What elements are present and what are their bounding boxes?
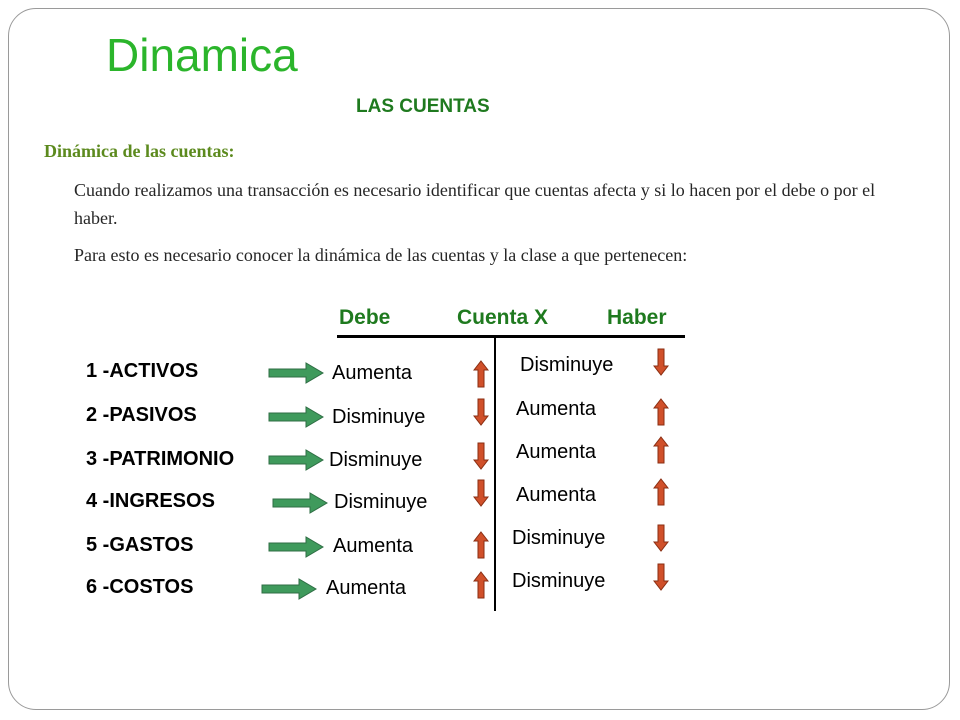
right-arrow-icon xyxy=(261,578,317,600)
column-header-haber: Haber xyxy=(607,306,667,329)
down-arrow-icon xyxy=(653,524,669,552)
debe-effect: Disminuye xyxy=(332,406,426,428)
debe-effect: Disminuye xyxy=(329,449,423,471)
haber-effect: Aumenta xyxy=(516,484,597,506)
debe-effect: Aumenta xyxy=(326,577,407,599)
up-arrow-icon xyxy=(653,478,669,506)
down-arrow-icon xyxy=(653,563,669,591)
down-arrow-icon xyxy=(473,398,489,426)
account-label: 3 -PATRIMONIO xyxy=(86,448,235,470)
up-arrow-icon xyxy=(473,360,489,388)
haber-effect: Disminuye xyxy=(520,354,614,376)
t-account-vertical-line xyxy=(494,336,496,611)
haber-effect: Disminuye xyxy=(512,570,606,592)
column-header-debe: Debe xyxy=(339,306,391,329)
slide-subtitle: LAS CUENTAS xyxy=(356,96,490,117)
right-arrow-icon xyxy=(268,362,324,384)
haber-effect: Aumenta xyxy=(516,398,597,420)
account-label: 5 -GASTOS xyxy=(86,534,194,556)
right-arrow-icon xyxy=(268,449,324,471)
haber-effect: Disminuye xyxy=(512,527,606,549)
down-arrow-icon xyxy=(473,442,489,470)
down-arrow-icon xyxy=(473,479,489,507)
debe-effect: Disminuye xyxy=(334,491,428,513)
slide-title: Dinamica xyxy=(106,29,298,81)
section-heading: Dinámica de las cuentas: xyxy=(44,141,235,161)
column-header-cuenta: Cuenta X xyxy=(457,306,549,329)
right-arrow-icon xyxy=(268,406,324,428)
paragraph-1: Cuando realizamos una transacción es necesario identificar que cuentas afecta y si lo hacen por el debe o por el haber. xyxy=(74,180,876,228)
up-arrow-icon xyxy=(473,571,489,599)
up-arrow-icon xyxy=(473,531,489,559)
right-arrow-icon xyxy=(272,492,328,514)
paragraph-2: Para esto es necesario conocer la dinámica de las cuentas y la clase a que pertenecen: xyxy=(74,245,688,265)
t-account-top-line xyxy=(337,335,685,338)
account-label: 4 -INGRESOS xyxy=(86,490,215,512)
up-arrow-icon xyxy=(653,398,669,426)
debe-effect: Aumenta xyxy=(333,535,414,557)
up-arrow-icon xyxy=(653,436,669,464)
right-arrow-icon xyxy=(268,536,324,558)
down-arrow-icon xyxy=(653,348,669,376)
account-label: 2 -PASIVOS xyxy=(86,404,197,426)
account-label: 1 -ACTIVOS xyxy=(86,360,199,382)
haber-effect: Aumenta xyxy=(516,441,597,463)
account-label: 6 -COSTOS xyxy=(86,576,194,598)
debe-effect: Aumenta xyxy=(332,362,413,384)
